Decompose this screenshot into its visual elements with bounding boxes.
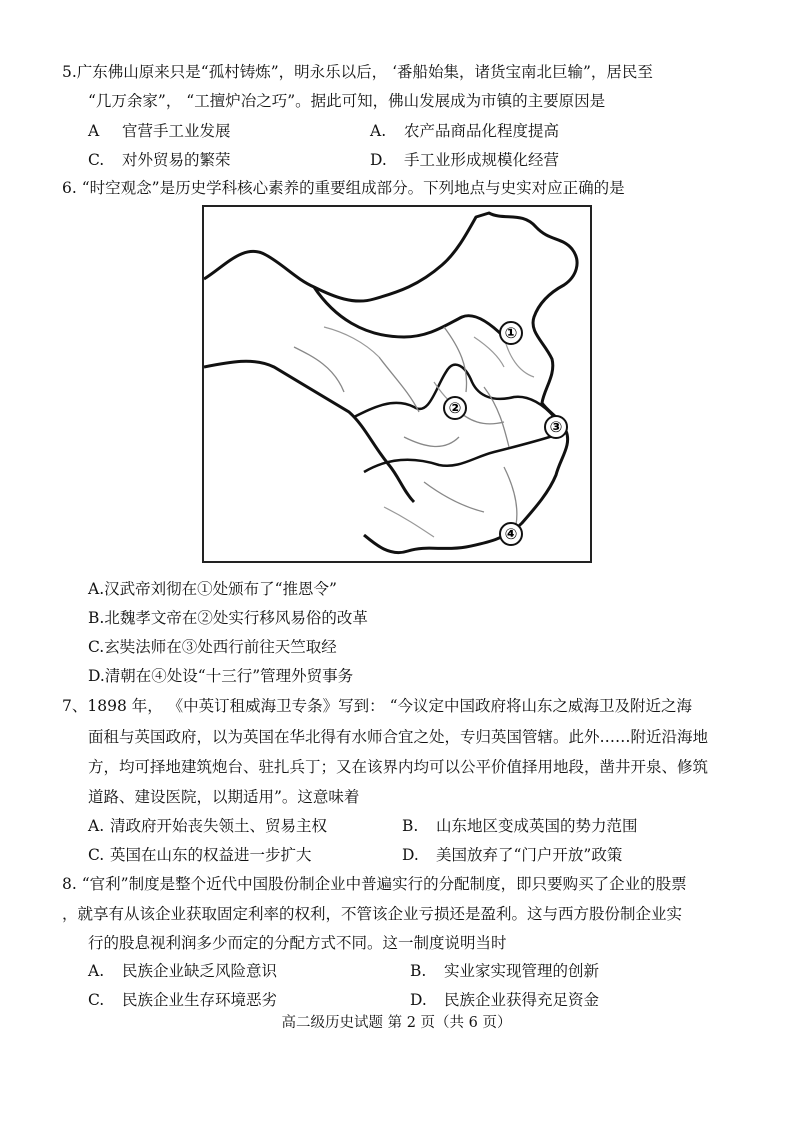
q5-option-d-letter: D. [370, 151, 387, 169]
q7-option-d-text: 美国放弃了“门户开放”政策 [436, 846, 623, 864]
q5-option-c-text: 对外贸易的繁荣 [122, 151, 231, 169]
q7-option-b[interactable] [402, 816, 638, 836]
map-province-lines-1 [294, 327, 517, 525]
q8-option-c-text: 民族企业生存环境恶劣 [122, 991, 278, 1009]
map-marker-4 [500, 523, 522, 545]
q8-option-d-text: 民族企业获得充足资金 [444, 991, 600, 1009]
map-inner-border-line [204, 361, 414, 502]
q5-option-d-text: 手工业形成规模化经营 [404, 151, 560, 169]
map-marker-1 [500, 322, 522, 344]
q8-stem-line-3: 行的股息视利润多少而定的分配方式不同。这一制度说明当时 [88, 934, 507, 952]
q8-option-a-letter: A. [88, 962, 105, 980]
q7-option-a-letter: A. [88, 817, 105, 835]
q5-option-b-letter: A. [370, 122, 387, 140]
page-footer: 高二级历史试题 第 2 页（共 6 页） [281, 1015, 512, 1031]
map-marker-4-label: ④ [504, 525, 518, 543]
map-province-lines-2 [324, 327, 534, 537]
q5-option-d[interactable] [370, 150, 559, 170]
china-map [202, 205, 592, 563]
q6-option-b[interactable]: B.北魏孝文帝在②处实行移风易俗的改革 [88, 609, 368, 627]
q6-stem: 6. “时空观念”是历史学科核心素养的重要组成部分。下列地点与史实对应正确的是 [62, 179, 625, 197]
q8-stem-line-1: 8. “官利”制度是整个近代中国股份制企业中普遍实行的分配制度，即只要购买了企业的股票 [62, 875, 687, 893]
map-marker-2 [444, 397, 466, 419]
q6-option-a[interactable]: A.汉武帝刘彻在①处颁布了“推恩令” [88, 580, 337, 598]
q5-option-a-text: 官营手工业发展 [122, 122, 231, 140]
q8-stem-line-2: ，就享有从该企业获取固定利率的权利，不管该企业亏损还是盈利。这与西方股份制企业实 [62, 905, 683, 923]
q7-option-b-letter: B. [402, 817, 419, 835]
q7-stem-line-1: 7、1898 年， 《中英订租威海卫专条》写到： “今议定中国政府将山东之威海卫及附近之海 [62, 697, 693, 715]
q5-option-a[interactable] [88, 121, 231, 141]
map-marker-3-label: ③ [549, 418, 563, 436]
q7-option-a[interactable] [88, 816, 327, 836]
q7-stem-line-3: 方，均可择地建筑炮台、驻扎兵丁；又在该界内均可以公平价值择用地段，凿井开泉、修筑 [88, 758, 709, 776]
q7-option-c-text: 英国在山东的权益进一步扩大 [110, 846, 312, 864]
q5-option-c-letter: C. [88, 151, 105, 169]
q7-option-c-letter: C. [88, 846, 105, 864]
q8-option-b[interactable] [410, 961, 599, 981]
map-marker-2-label: ② [448, 399, 462, 417]
q7-option-a-text: 清政府开始丧失领土、贸易主权 [110, 817, 328, 835]
q5-option-b[interactable] [370, 121, 559, 141]
q8-option-a-text: 民族企业缺乏风险意识 [122, 962, 278, 980]
q8-option-a[interactable] [88, 961, 277, 981]
q5-stem-line-2: “几万余家”， “工擅炉冶之巧”。据此可知，佛山发展成为市镇的主要原因是 [88, 92, 606, 110]
q5-option-c[interactable] [88, 150, 231, 170]
q7-stem-line-4: 道路、建设医院，以期适用”。这意味着 [88, 788, 360, 806]
q8-option-d-letter: D. [410, 991, 427, 1009]
map-border-line [204, 213, 577, 553]
q8-option-d[interactable] [410, 990, 599, 1010]
q8-option-c[interactable] [88, 990, 277, 1010]
q7-option-b-text: 山东地区变成英国的势力范围 [436, 817, 638, 835]
q6-option-d[interactable]: D.清朝在④处设“十三行”管理外贸事务 [88, 667, 354, 685]
q8-option-c-letter: C. [88, 991, 105, 1009]
map-marker-3 [545, 416, 567, 438]
q8-option-b-letter: B. [410, 962, 427, 980]
q7-option-d[interactable] [402, 845, 622, 865]
q8-option-b-text: 实业家实现管理的创新 [444, 962, 600, 980]
q5-option-a-letter: A [88, 122, 100, 140]
map-marker-1-label: ① [504, 324, 518, 342]
map-river-changjiang [364, 435, 556, 472]
map-mongolia-border [314, 287, 504, 337]
q7-option-d-letter: D. [402, 846, 419, 864]
q5-option-b-text: 农产品商品化程度提高 [404, 122, 560, 140]
q7-stem-line-2: 面租与英国政府，以为英国在华北得有水师合宜之处，专归英国管辖。此外……附近沿海地 [88, 728, 709, 746]
q6-option-c[interactable]: C.玄奘法师在③处西行前往天竺取经 [88, 638, 337, 656]
china-map-drawing [204, 207, 590, 561]
q7-option-c[interactable] [88, 845, 312, 865]
q5-stem-line-1: 5.广东佛山原来只是“孤村铸炼”，明永乐以后， ‘番船始集，诸货宝南北巨输”，居民至 [62, 63, 653, 81]
